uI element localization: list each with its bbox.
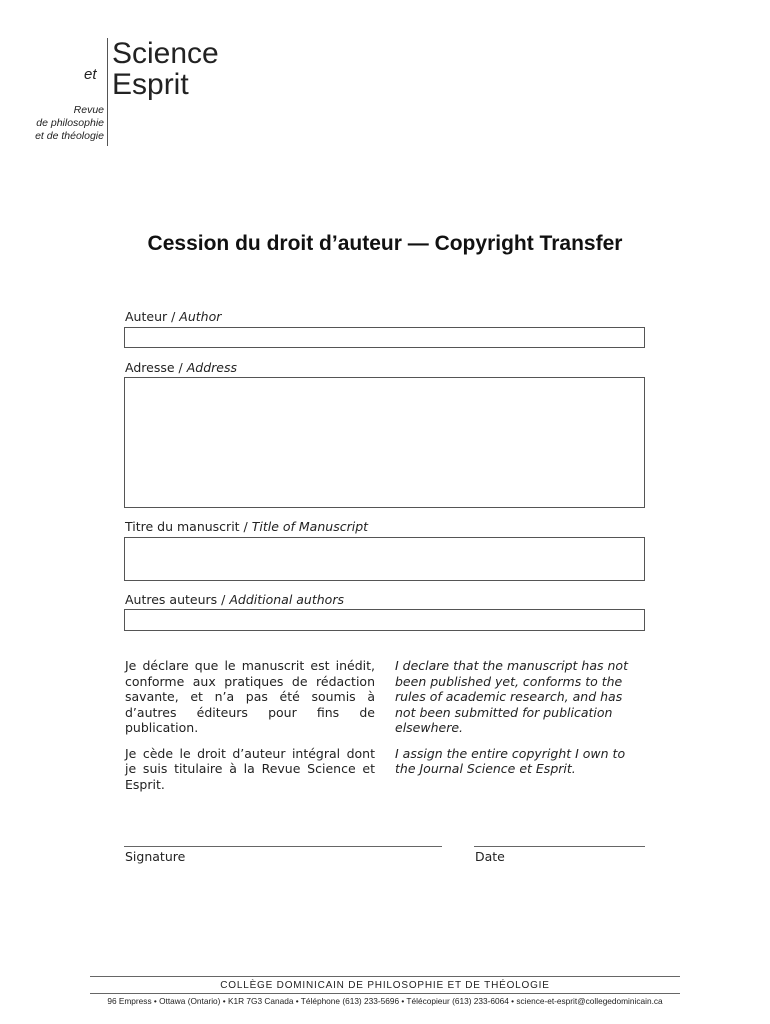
signature-label: Signature xyxy=(125,849,186,864)
manuscript-label xyxy=(125,519,368,534)
footer-divider xyxy=(90,993,680,994)
address-label xyxy=(125,360,237,375)
logo-subtitle-line: et de théologie xyxy=(35,130,104,142)
logo-word-science: Science xyxy=(112,37,219,70)
date-label: Date xyxy=(475,849,505,864)
additional-authors-label xyxy=(125,592,344,607)
page-title: Cession du droit d’auteur — Copyright Transfer xyxy=(147,232,623,255)
declaration-french xyxy=(125,658,375,802)
logo-subtitle-line: de philosophie xyxy=(36,117,104,129)
author-field[interactable] xyxy=(124,327,645,348)
additional-authors-label-en: Additional authors xyxy=(229,592,344,607)
address-label-fr: Adresse / xyxy=(125,360,187,375)
footer-address: 96 Empress • Ottawa (Ontario) • K1R 7G3 Canada • Téléphone (613) 233-5696 • Télécopieur (613) 233-6064 • science-et-esprit@collegedominicain.ca xyxy=(107,996,663,1006)
declaration-english xyxy=(395,658,645,787)
manuscript-label-fr: Titre du manuscrit / xyxy=(125,519,252,534)
manuscript-label-en: Title of Manuscript xyxy=(251,519,369,534)
declaration-en-paragraph: I declare that the manuscript has not been published yet, conforms to the rules of academic research, and has not been submitted for publication elsewhere. xyxy=(395,658,628,735)
logo-subtitle xyxy=(35,104,104,143)
additional-authors-field[interactable] xyxy=(124,609,645,631)
footer-institution: COLLÈGE DOMINICAIN DE PHILOSOPHIE ET DE THÉOLOGIE xyxy=(220,980,550,991)
logo-subtitle-line: Revue xyxy=(73,104,104,116)
author-label xyxy=(125,309,221,324)
logo-divider xyxy=(107,38,108,146)
declaration-fr-paragraph: Je déclare que le manuscrit est inédit, conforme aux pratiques de rédaction savante, et n’a pas été soumis à d’autres éditeurs pour fins de publication. xyxy=(125,658,375,735)
additional-authors-label-fr: Autres auteurs / xyxy=(125,592,230,607)
date-line[interactable] xyxy=(474,846,645,847)
author-label-en: Author xyxy=(179,309,222,324)
logo-word-esprit: Esprit xyxy=(112,68,189,101)
logo-connector: et xyxy=(84,66,97,83)
declaration-en-paragraph: I assign the entire copyright I own to the Journal Science et Esprit. xyxy=(395,745,626,776)
manuscript-title-field[interactable] xyxy=(124,537,645,581)
address-field[interactable] xyxy=(124,377,645,508)
footer-divider xyxy=(90,976,680,977)
signature-line[interactable] xyxy=(124,846,442,847)
address-label-en: Address xyxy=(186,360,237,375)
author-label-fr: Auteur / xyxy=(125,309,180,324)
declaration-fr-paragraph: Je cède le droit d’auteur intégral dont je suis titulaire à la Revue Science et Esprit. xyxy=(125,745,375,792)
